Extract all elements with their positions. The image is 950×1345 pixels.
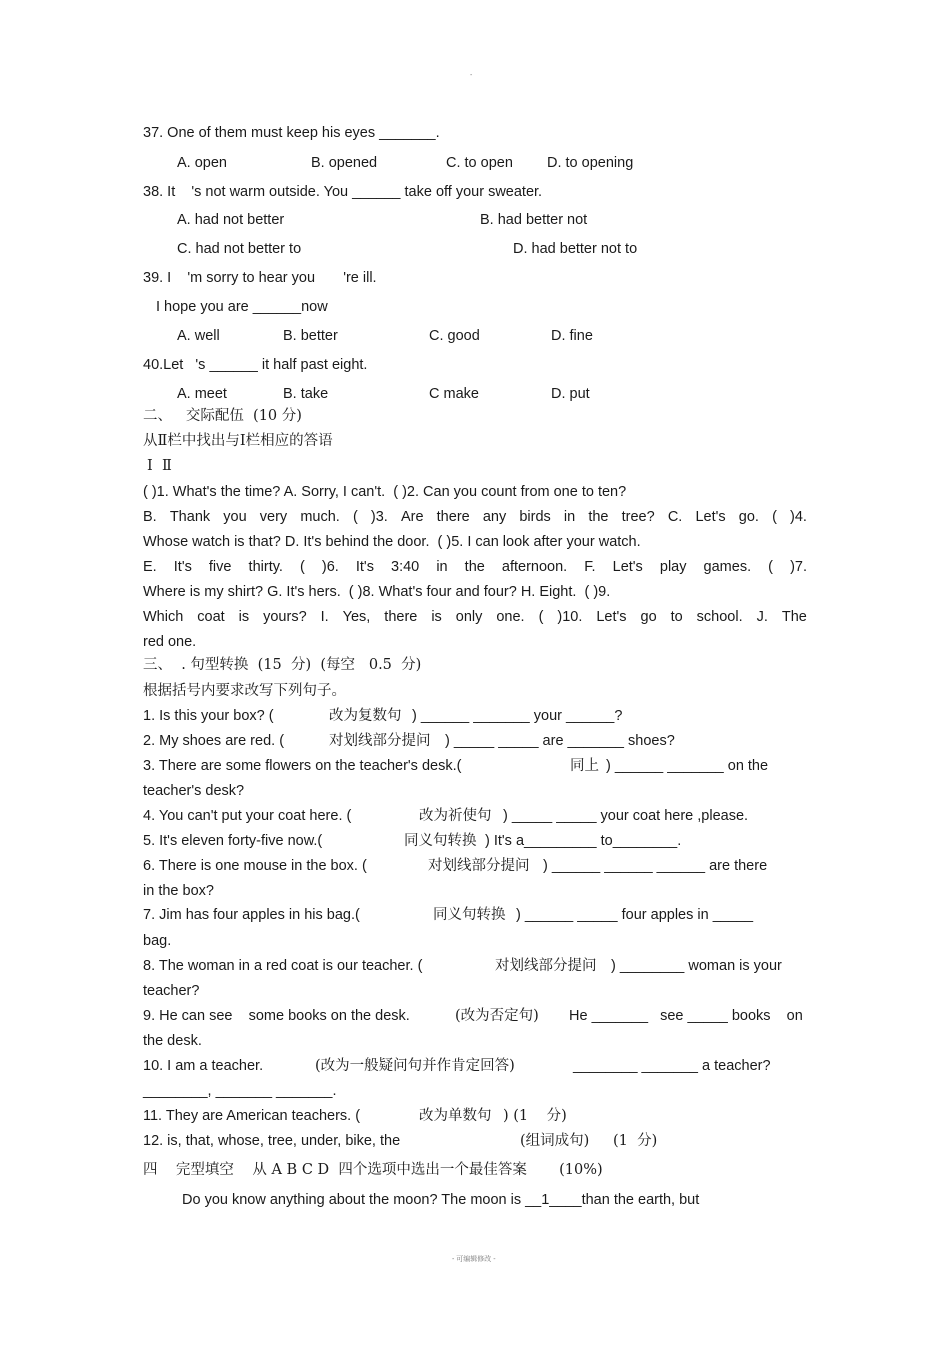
s3-item-10-sentence: 10. I am a teacher. — [143, 1058, 264, 1074]
q37-option-a: A. open — [177, 155, 227, 171]
word: 3:40 — [391, 559, 420, 575]
q39-stem: 39. I 'm sorry to hear you 're ill. — [143, 270, 377, 286]
word: the — [588, 509, 609, 525]
word: Yes, — [342, 609, 371, 625]
s3-item-8-requirement: 对划线部分提问 — [495, 958, 597, 974]
word: thirty. — [248, 559, 283, 575]
s3-item-8-continued: teacher? — [143, 983, 200, 999]
s3-item-10-blanks: ________ _______ a teacher? — [573, 1058, 771, 1074]
s3-item-5-sentence: 5. It's eleven forty-five now.( — [143, 833, 323, 849]
section3-heading: 三、 . 句型转换 (15 分) (每空 0.5 分) — [143, 657, 422, 673]
section2-line: Whose watch is that? D. It's behind the door. ( )5. I can look after your watch. — [143, 534, 641, 550]
s3-item-9-continued: the desk. — [143, 1033, 202, 1049]
word: It's — [355, 559, 374, 575]
s3-item-8-sentence: 8. The woman in a red coat is our teacher. ( — [143, 958, 423, 974]
word: in — [563, 509, 576, 525]
word: Let's — [596, 609, 627, 625]
word: )10. — [557, 609, 583, 625]
word: )6. — [321, 559, 339, 575]
q39-option-d: D. fine — [551, 328, 593, 344]
word: B. — [143, 509, 157, 525]
q37-option-d: D. to opening — [547, 155, 634, 171]
word: )4. — [790, 509, 807, 525]
word: ( — [768, 559, 774, 575]
q40-stem: 40.Let 's ______ it half past eight. — [143, 357, 368, 373]
q38-option-a: A. had not better — [177, 212, 285, 228]
q39-option-b: B. better — [283, 328, 338, 344]
s3-item-10-requirement: (改为一般疑问句并作肯定回答) — [315, 1058, 515, 1074]
word: is — [431, 609, 442, 625]
s3-item-7-continued: bag. — [143, 933, 172, 949]
s3-item-12-requirement: (组词成句) — [520, 1133, 590, 1149]
word: go. — [738, 509, 759, 525]
s3-item-6-sentence: 6. There is one mouse in the box. ( — [143, 858, 367, 874]
word: ( — [772, 509, 777, 525]
word: much. — [300, 509, 340, 525]
s3-item-4-requirement: 改为祈使句 — [419, 808, 492, 824]
s3-item-11-requirement: 改为单数句 — [419, 1108, 492, 1124]
section4-heading: 四 完型填空 从 A B C D 四个选项中选出一个最佳答案 (10%) — [143, 1162, 603, 1178]
word: the — [464, 559, 485, 575]
word: It's — [173, 559, 192, 575]
word: yours? — [263, 609, 307, 625]
q40-option-d: D. put — [551, 386, 590, 402]
q37-stem: 37. One of them must keep his eyes _______. — [143, 125, 440, 141]
s3-item-1-sentence: 1. Is this your box? ( — [143, 708, 274, 724]
s3-item-6-blanks: ) ______ ______ ______ are there — [543, 858, 768, 874]
s3-item-5-blanks: ) It's a_________ to________. — [485, 833, 682, 849]
word: coat — [197, 609, 225, 625]
q37-option-c: C. to open — [446, 155, 513, 171]
s3-item-1-requirement: 改为复数句 — [329, 708, 402, 724]
q38-option-d: D. had better not to — [513, 241, 638, 257]
s3-item-10-continued: ________, _______ _______. — [143, 1083, 337, 1099]
s3-item-9-requirement: (改为否定句) — [455, 1008, 539, 1024]
s3-item-6-continued: in the box? — [143, 883, 214, 899]
q40-option-b: B. take — [283, 386, 329, 402]
q40-option-a: A. meet — [177, 386, 227, 402]
word: there — [384, 609, 418, 625]
word: Let's — [612, 559, 643, 575]
q37-option-b: B. opened — [311, 155, 378, 171]
s3-item-12-sentence: 12. is, that, whose, tree, under, bike, the — [143, 1133, 401, 1149]
word: I. — [320, 609, 329, 625]
word: you — [223, 509, 247, 525]
s3-item-11-points: ) (1 分) — [503, 1108, 567, 1124]
word: very — [259, 509, 288, 525]
word: birds — [519, 509, 551, 525]
word: F. — [584, 559, 596, 575]
section2-line: ( )1. What's the time? A. Sorry, I can't. ( )2. Can you count from one to ten? — [143, 484, 627, 500]
word: )3. — [370, 509, 388, 525]
section2-line-justified — [143, 560, 807, 575]
q39-option-a: A. well — [177, 328, 220, 344]
word: there — [436, 509, 470, 525]
word: E. — [143, 559, 157, 575]
s3-item-2-requirement: 对划线部分提问 — [329, 733, 431, 749]
word: Are — [400, 509, 424, 525]
word: Which — [143, 609, 184, 625]
word: Let's — [695, 509, 726, 525]
word: only — [455, 609, 483, 625]
s3-item-9-sentence: 9. He can see some books on the desk. — [143, 1008, 410, 1024]
s3-item-3-blanks: ) ______ _______ on the — [606, 758, 769, 774]
word: school. — [696, 609, 743, 625]
s3-item-3-continued: teacher's desk? — [143, 783, 245, 799]
word: one. — [496, 609, 525, 625]
s3-item-7-sentence: 7. Jim has four apples in his bag.( — [143, 907, 360, 923]
s3-item-11-sentence: 11. They are American teachers. ( — [143, 1108, 361, 1124]
word: play — [659, 559, 687, 575]
s3-item-12-points: (1 分) — [613, 1133, 658, 1149]
word: C. — [667, 509, 683, 525]
section2-heading: 二、 交际配伍 (10 分) — [143, 408, 302, 424]
q40-option-c: C make — [429, 386, 479, 402]
header-mark: - — [470, 72, 473, 79]
section2-line: Where is my shirt? G. It's hers. ( )8. What's four and four? H. Eight. ( )9. — [143, 584, 611, 600]
s3-item-4-blanks: ) _____ _____ your coat here ,please. — [503, 808, 749, 824]
s3-item-8-blanks: ) ________ woman is your — [611, 958, 782, 974]
s3-item-1-blanks: ) ______ _______ your ______? — [412, 708, 623, 724]
word: ( — [299, 559, 305, 575]
word: go — [640, 609, 657, 625]
word: Thank — [169, 509, 211, 525]
word: )7. — [790, 559, 807, 575]
word: tree? — [621, 509, 655, 525]
s3-item-6-requirement: 对划线部分提问 — [428, 858, 530, 874]
q38-stem: 38. It 's not warm outside. You ______ take off your sweater. — [143, 184, 543, 200]
s3-item-3-sentence: 3. There are some flowers on the teacher's desk.( — [143, 758, 462, 774]
word: in — [436, 559, 448, 575]
section2-columns: Ⅰ Ⅱ — [147, 458, 172, 474]
section2-line: red one. — [143, 634, 197, 650]
word: five — [208, 559, 232, 575]
word: The — [781, 609, 807, 625]
page-footer: - 可编辑修改 - — [452, 1256, 496, 1263]
section3-instruction: 根据括号内要求改写下列句子。 — [143, 683, 346, 699]
word: any — [482, 509, 507, 525]
word: ( — [352, 509, 358, 525]
section2-line-justified — [143, 610, 807, 625]
section2-instruction: 从Ⅱ栏中找出与Ⅰ栏相应的答语 — [143, 433, 333, 449]
word: games. — [703, 559, 752, 575]
s3-item-5-requirement: 同义句转换 — [404, 833, 477, 849]
word: to — [670, 609, 683, 625]
q39-option-c: C. good — [429, 328, 480, 344]
q38-option-c: C. had not better to — [177, 241, 302, 257]
q39-stem-continued: I hope you are ______now — [156, 299, 328, 315]
word: afternoon. — [501, 559, 568, 575]
q38-option-b: B. had better not — [480, 212, 588, 228]
word: is — [238, 609, 250, 625]
s3-item-4-sentence: 4. You can't put your coat here. ( — [143, 808, 352, 824]
s3-item-2-sentence: 2. My shoes are red. ( — [143, 733, 285, 749]
s3-item-3-requirement: 同上 — [570, 758, 599, 774]
word: J. — [756, 609, 768, 625]
s3-item-9-blanks: He _______ see _____ books on — [569, 1008, 803, 1024]
s3-item-7-blanks: ) ______ _____ four apples in _____ — [516, 907, 754, 923]
s3-item-2-blanks: ) _____ _____ are _______ shoes? — [445, 733, 675, 749]
s3-item-7-requirement: 同义句转换 — [433, 907, 506, 923]
word: ( — [538, 609, 544, 625]
section4-passage: Do you know anything about the moon? The moon is __1____than the earth, but — [182, 1192, 700, 1208]
section2-line-justified — [143, 510, 807, 525]
